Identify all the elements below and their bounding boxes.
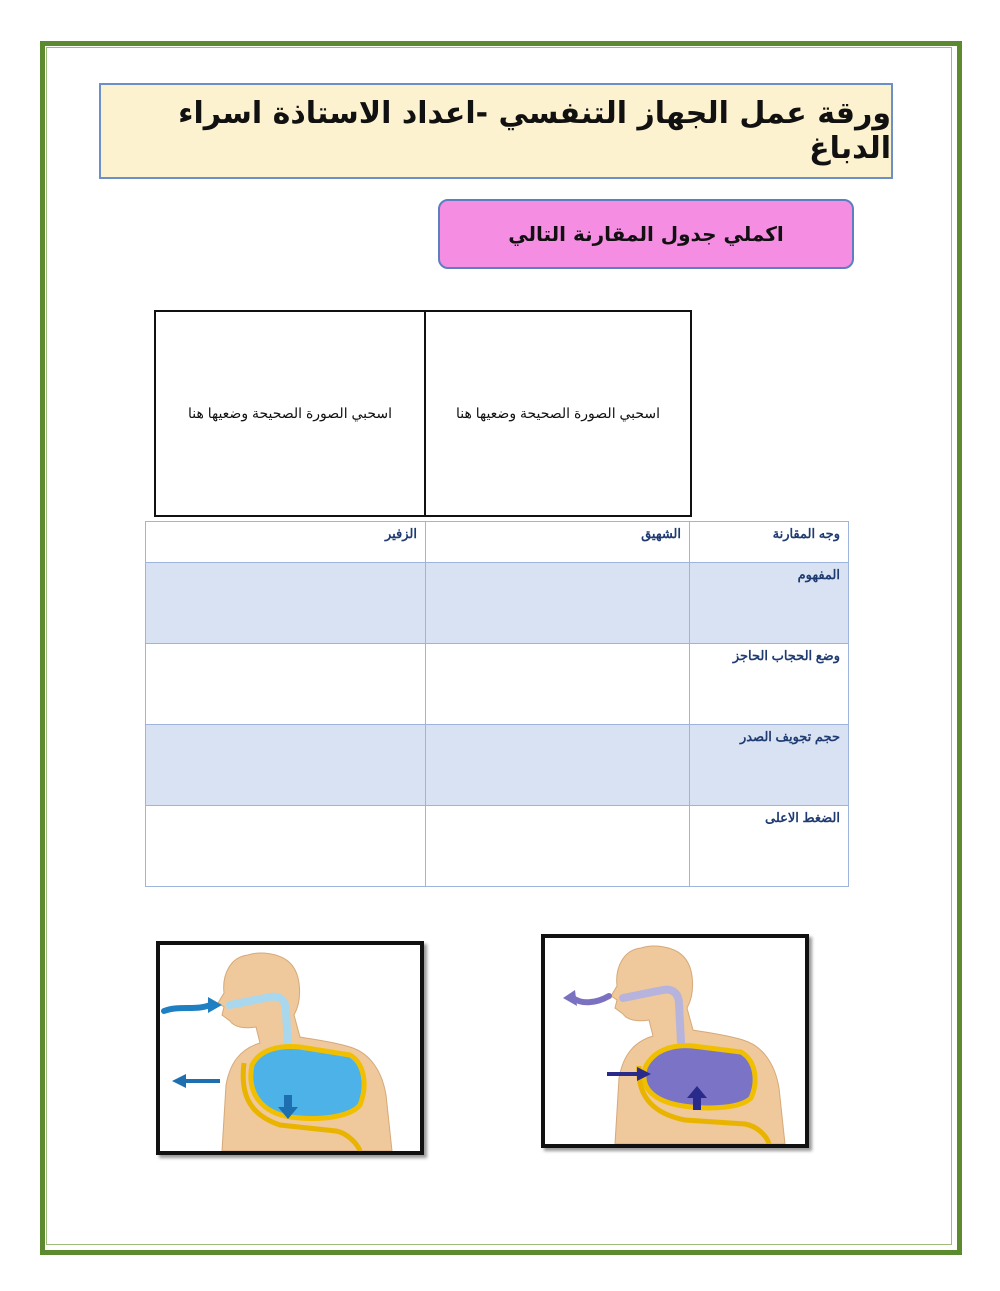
- table-row: [146, 806, 849, 887]
- worksheet-title: ورقة عمل الجهاز التنفسي -اعداد الاستاذة اسراء الدباغ: [178, 96, 891, 166]
- header-cell-inhale: الشهيق: [426, 522, 690, 563]
- table-row: [146, 725, 849, 806]
- row-label: وضع الحجاب الحاجز: [690, 644, 849, 725]
- worksheet-title-box: [99, 83, 893, 179]
- inhalation-image[interactable]: [541, 934, 809, 1148]
- drop-zone-label: اسحبي الصورة الصحيحة وضعيها هنا: [455, 405, 661, 421]
- table-row: [146, 644, 849, 725]
- drop-zone-exhale[interactable]: [154, 310, 426, 517]
- answer-cell[interactable]: [426, 644, 690, 725]
- answer-cell[interactable]: [426, 563, 690, 644]
- instruction-text: اكملي جدول المقارنة التالي: [508, 222, 784, 246]
- row-label: المفهوم: [690, 563, 849, 644]
- row-label: حجم تجويف الصدر: [690, 725, 849, 806]
- answer-cell[interactable]: [426, 725, 690, 806]
- drop-zone-label: اسحبي الصورة الصحيحة وضعيها هنا: [187, 405, 393, 421]
- table-row: [146, 563, 849, 644]
- answer-cell[interactable]: [426, 806, 690, 887]
- answer-cell[interactable]: [146, 644, 426, 725]
- answer-cell[interactable]: [146, 725, 426, 806]
- answer-cell[interactable]: [146, 806, 426, 887]
- header-cell-comparison: وجه المقارنة: [690, 522, 849, 563]
- header-cell-exhale: الزفير: [146, 522, 426, 563]
- exhalation-diagram-icon: [160, 945, 420, 1151]
- row-label: الضغط الاعلى: [690, 806, 849, 887]
- comparison-table: [145, 521, 849, 887]
- drop-zone-inhale[interactable]: [424, 310, 692, 517]
- answer-cell[interactable]: [146, 563, 426, 644]
- exhalation-image[interactable]: [156, 941, 424, 1155]
- instruction-box: [438, 199, 854, 269]
- table-header-row: [146, 522, 849, 563]
- inhalation-diagram-icon: [545, 938, 805, 1144]
